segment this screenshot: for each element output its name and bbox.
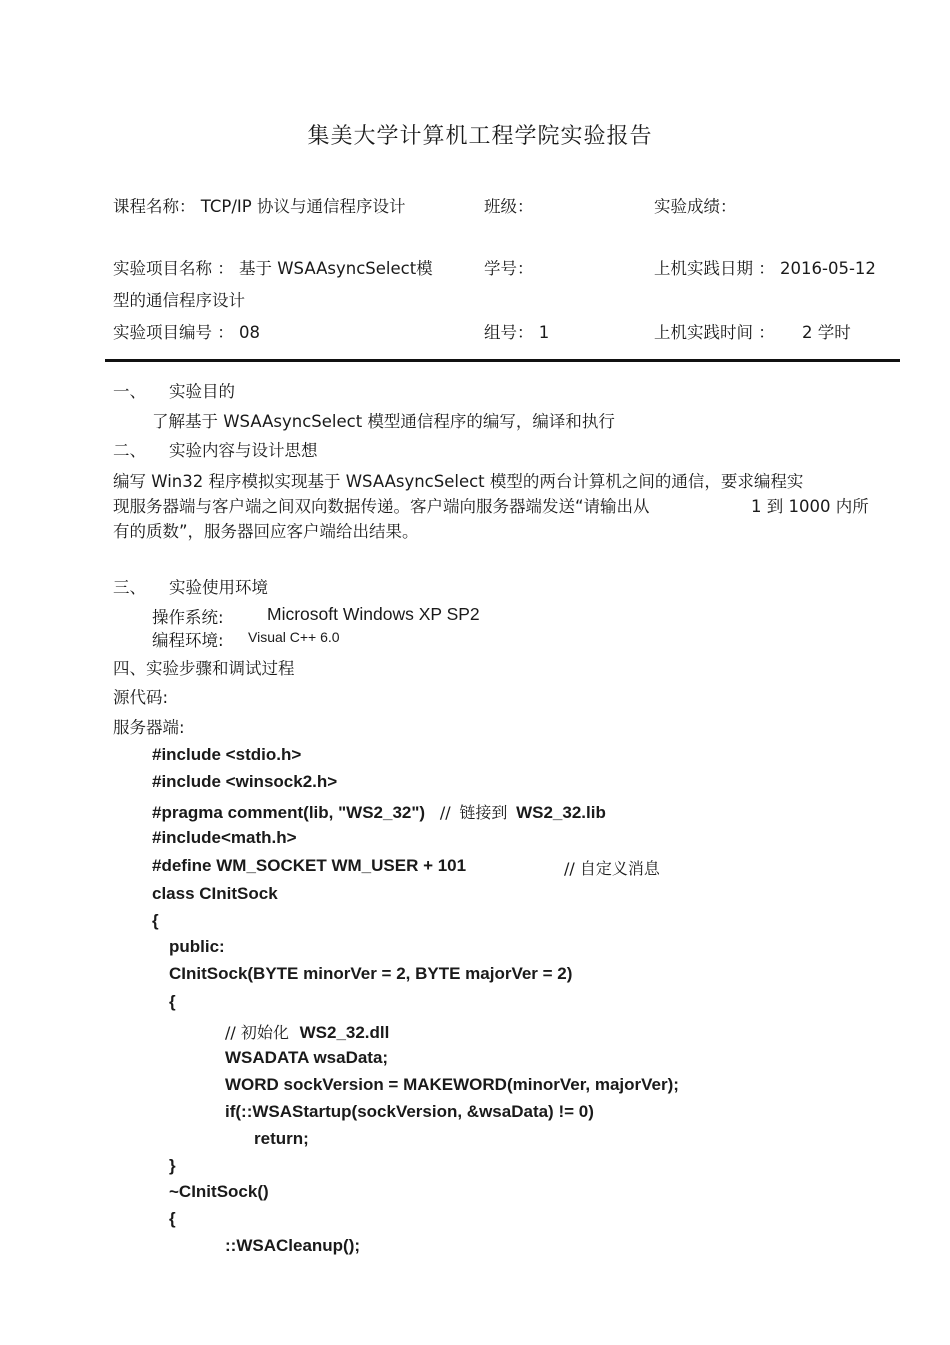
section-2-body-line1: 编写 Win32 程序模拟实现基于 WSAAsyncSelect 模型的两台计算机之间的通信，要求编程实 — [113, 472, 804, 491]
header-divider — [105, 359, 900, 362]
project-no-label: 实验项目编号 ： — [113, 323, 234, 342]
source-label: 源代码: — [113, 688, 169, 707]
section-2-body-line2b: 1 到 1000 内所 — [751, 497, 869, 516]
course-value: TCP/IP 协议与通信程序设计 — [200, 197, 406, 216]
project-value: 基于 WSAAsyncSelect模 — [239, 259, 433, 278]
ide-value: Visual C++ 6.0 — [248, 629, 340, 645]
date-field — [654, 255, 876, 279]
code-line — [225, 1020, 389, 1043]
os-value: Microsoft Windows XP SP2 — [267, 604, 480, 624]
code-line: return; — [254, 1129, 309, 1148]
code-line: ~CInitSock() — [169, 1182, 269, 1201]
code-comment: // 初始化 — [225, 1023, 289, 1042]
course-label: 课程名称： — [113, 197, 196, 216]
code-line: ::WSACleanup(); — [225, 1236, 361, 1255]
code-line: #define WM_SOCKET WM_USER + 101 — [152, 856, 467, 875]
section-2-title: 实验内容与设计思想 — [169, 441, 318, 460]
section-3-number: 三、 — [113, 578, 146, 597]
code-line: WORD sockVersion = MAKEWORD(minorVer, majorVer); — [225, 1075, 679, 1094]
section-3-title: 实验使用环境 — [169, 578, 268, 597]
code-line: { — [152, 911, 159, 930]
code-line — [152, 800, 606, 823]
time-value: 2 学时 — [802, 323, 851, 342]
section-2-body-line3: 有的质数”，服务器回应客户端给出结果。 — [113, 522, 419, 541]
course-field — [113, 193, 405, 217]
code-line: if(::WSAStartup(sockVersion, &wsaData) != 0) — [225, 1102, 594, 1121]
grade-label: 实验成绩： — [654, 197, 737, 216]
page-title: 集美大学计算机工程学院实验报告 — [307, 124, 653, 149]
group-label: 组号： — [484, 323, 534, 342]
code-line: CInitSock(BYTE minorVer = 2, BYTE majorVer = 2) — [169, 964, 573, 983]
code-line: { — [169, 1209, 176, 1228]
group-field — [484, 319, 549, 343]
code-line: #include <winsock2.h> — [152, 772, 338, 791]
code-comment-lib: WS2_32.dll — [299, 1023, 390, 1042]
code-line: { — [169, 992, 176, 1011]
project-no-value: 08 — [239, 323, 260, 342]
code-line: class CInitSock — [152, 884, 278, 903]
code-comment-text: // 自定义消息 — [564, 859, 660, 878]
ide-label: 编程环境: — [152, 631, 224, 650]
time-label: 上机实践时间 ： — [654, 323, 775, 342]
project-value-cont: 型的通信程序设计 — [113, 291, 245, 310]
code-text: #pragma comment(lib, "WS2_32") — [152, 803, 426, 822]
section-2-body-line2a: 现服务器端与客户端之间双向数据传递。客户端向服务器端发送“请输出从 — [113, 497, 650, 516]
section-1-number: 一、 — [113, 382, 146, 401]
server-label: 服务器端: — [113, 718, 185, 737]
os-label: 操作系统: — [152, 608, 224, 627]
code-comment: 链接到 — [459, 803, 508, 822]
code-comment — [564, 856, 660, 879]
project-field — [113, 255, 433, 279]
group-value: 1 — [538, 323, 550, 342]
code-comment-mark: // — [439, 803, 451, 822]
class-label: 班级： — [484, 197, 534, 216]
student-id-label: 学号： — [484, 259, 534, 278]
section-4-title: 四、实验步骤和调试过程 — [113, 659, 295, 678]
code-line: WSADATA wsaData; — [225, 1048, 389, 1067]
section-2-number: 二、 — [113, 441, 146, 460]
project-label: 实验项目名称 ： — [113, 259, 234, 278]
code-line: public: — [169, 937, 225, 956]
code-line: #include<math.h> — [152, 828, 297, 847]
code-comment-lib: WS2_32.lib — [516, 803, 606, 822]
section-1-body: 了解基于 WSAAsyncSelect 模型通信程序的编写，编译和执行 — [152, 412, 615, 431]
time-field — [654, 319, 851, 343]
section-1-title: 实验目的 — [169, 382, 235, 401]
code-line: } — [169, 1156, 176, 1175]
date-label: 上机实践日期 ： — [654, 259, 775, 278]
code-line: #include <stdio.h> — [152, 745, 302, 764]
project-no-field — [113, 319, 260, 343]
date-value: 2016-05-12 — [780, 259, 876, 278]
